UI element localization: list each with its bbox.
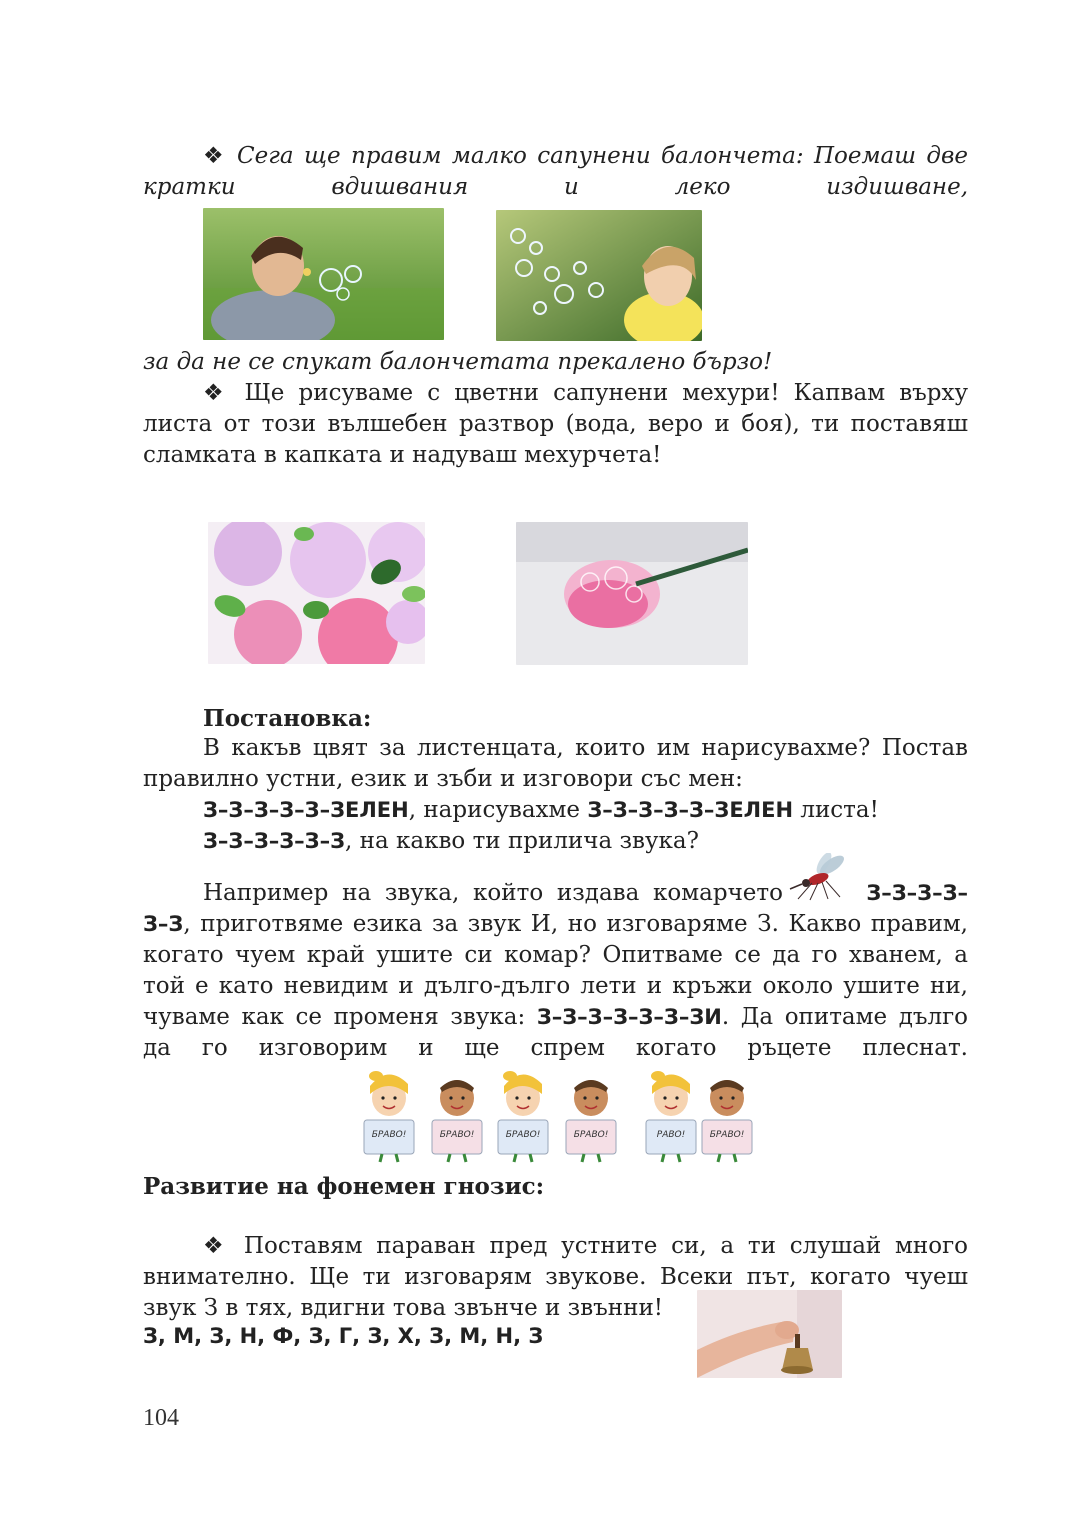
bravo-girl-figure [492,1068,554,1164]
bold-sound: З–З–З–З–З–ЗЕЛЕН [203,798,409,822]
photo-girl-bubbles [496,210,702,341]
mosquito-bold-end [848,878,968,909]
mosquito-text: . Да опитаме дълго да го изговорим и ще спрем когато ръцете плеснат. [143,1004,969,1061]
postanovka-line-2 [203,826,968,857]
bullet-icon: ❖ [203,143,227,169]
painting-text: Ще рисуваме с цветни сапунени мехури! Капвам върху листа от този вълшебен разтвор (вода, веро и боя), ти поставяш сламката в капката и надуваш мехурчета! [143,380,968,468]
gnosis-text: Поставям параван пред устните си, а ти слушай много внимателно. Ще ти изговарям звукове. Всеки път, когато чуеш [143,1233,968,1290]
photo-bubble-flowers [208,522,425,664]
bravo-sign-label: БРАВО! [505,1130,541,1140]
bravo-kids-row [358,1068,758,1166]
mosquito-icon [788,853,850,901]
postanovka-line-1 [203,795,968,826]
bravo-girl-figure [358,1068,420,1164]
bold-sound: З–З–З–З–З–З–ЗИ [536,1005,722,1029]
painting-paragraph [143,378,968,471]
bold-sound: З–З–З–З–З–З [203,829,346,853]
postanovka-heading: Постановка: [203,705,372,732]
photo-pink-bubble-foam [516,522,748,665]
bullet-icon: ❖ [203,380,231,406]
gnosis-paragraph [143,1231,968,1293]
intro-text: Сега ще правим малко сапунени балончета: Поемаш две кратки вдишвания и леко издишване, [143,143,968,200]
bravo-sign-label: БРАВО! [709,1130,745,1140]
gnosis-heading: Развитие на фонемен гнозис: [143,1173,545,1200]
line-text: листа! [793,797,879,823]
bravo-sign-label: БРАВО! [573,1130,609,1140]
bold-sound: З–З–З–З– [866,881,968,905]
line-text: , нарисувахме [408,797,588,823]
intro-paragraph [143,141,968,203]
bullet-icon: ❖ [203,1233,231,1259]
after-photos-text: за да не се спукат балончетата прекалено бързо! [143,349,773,375]
bold-sound: З–З–З–З–З–ЗЕЛЕН [587,798,794,822]
bravo-girl-figure [640,1068,702,1164]
bravo-sign-label: БРАВО! [439,1130,475,1140]
bravo-sign-label: БРАВО! [371,1130,407,1140]
letters-sequence: З, М, З, Н, Ф, З, Г, З, Х, З, М, Н, З [143,1324,544,1348]
gnosis-line-2: звук З в тях, вдигни това звънче и звънни! [143,1295,664,1321]
photo-hand-bell [697,1290,842,1378]
bravo-sign-label: РАВО! [656,1130,686,1140]
line-text: , на какво ти прилича звука? [345,828,699,854]
mosquito-text: , приготвяме езика за звук И, но изговаряме З. Какво правим, когато чуем край ушите си комар? Опитваме се да го хванем, а той е като невидим и дълго-дълго лети и кръжи около ушите ни, чуваме как се променя звука: [143,911,968,1030]
bravo-boy-figure [426,1068,488,1164]
bravo-boy-figure [560,1068,622,1164]
mosquito-text: Например на звука, който издава комарчето [203,880,783,906]
bravo-boy-figure [696,1068,758,1164]
mosquito-line-1 [143,878,783,909]
photo-boy-bubbles [203,208,444,340]
mosquito-paragraph-body [143,909,968,1064]
gnosis-letters [143,1321,703,1352]
bold-sound: З–З [143,912,184,936]
postanovka-question: В какъв цвят за листенцата, които им нарисувахме? Постав правилно устни, език и зъби и изговори със мен: [143,735,968,792]
page-number: 104 [143,1405,179,1431]
